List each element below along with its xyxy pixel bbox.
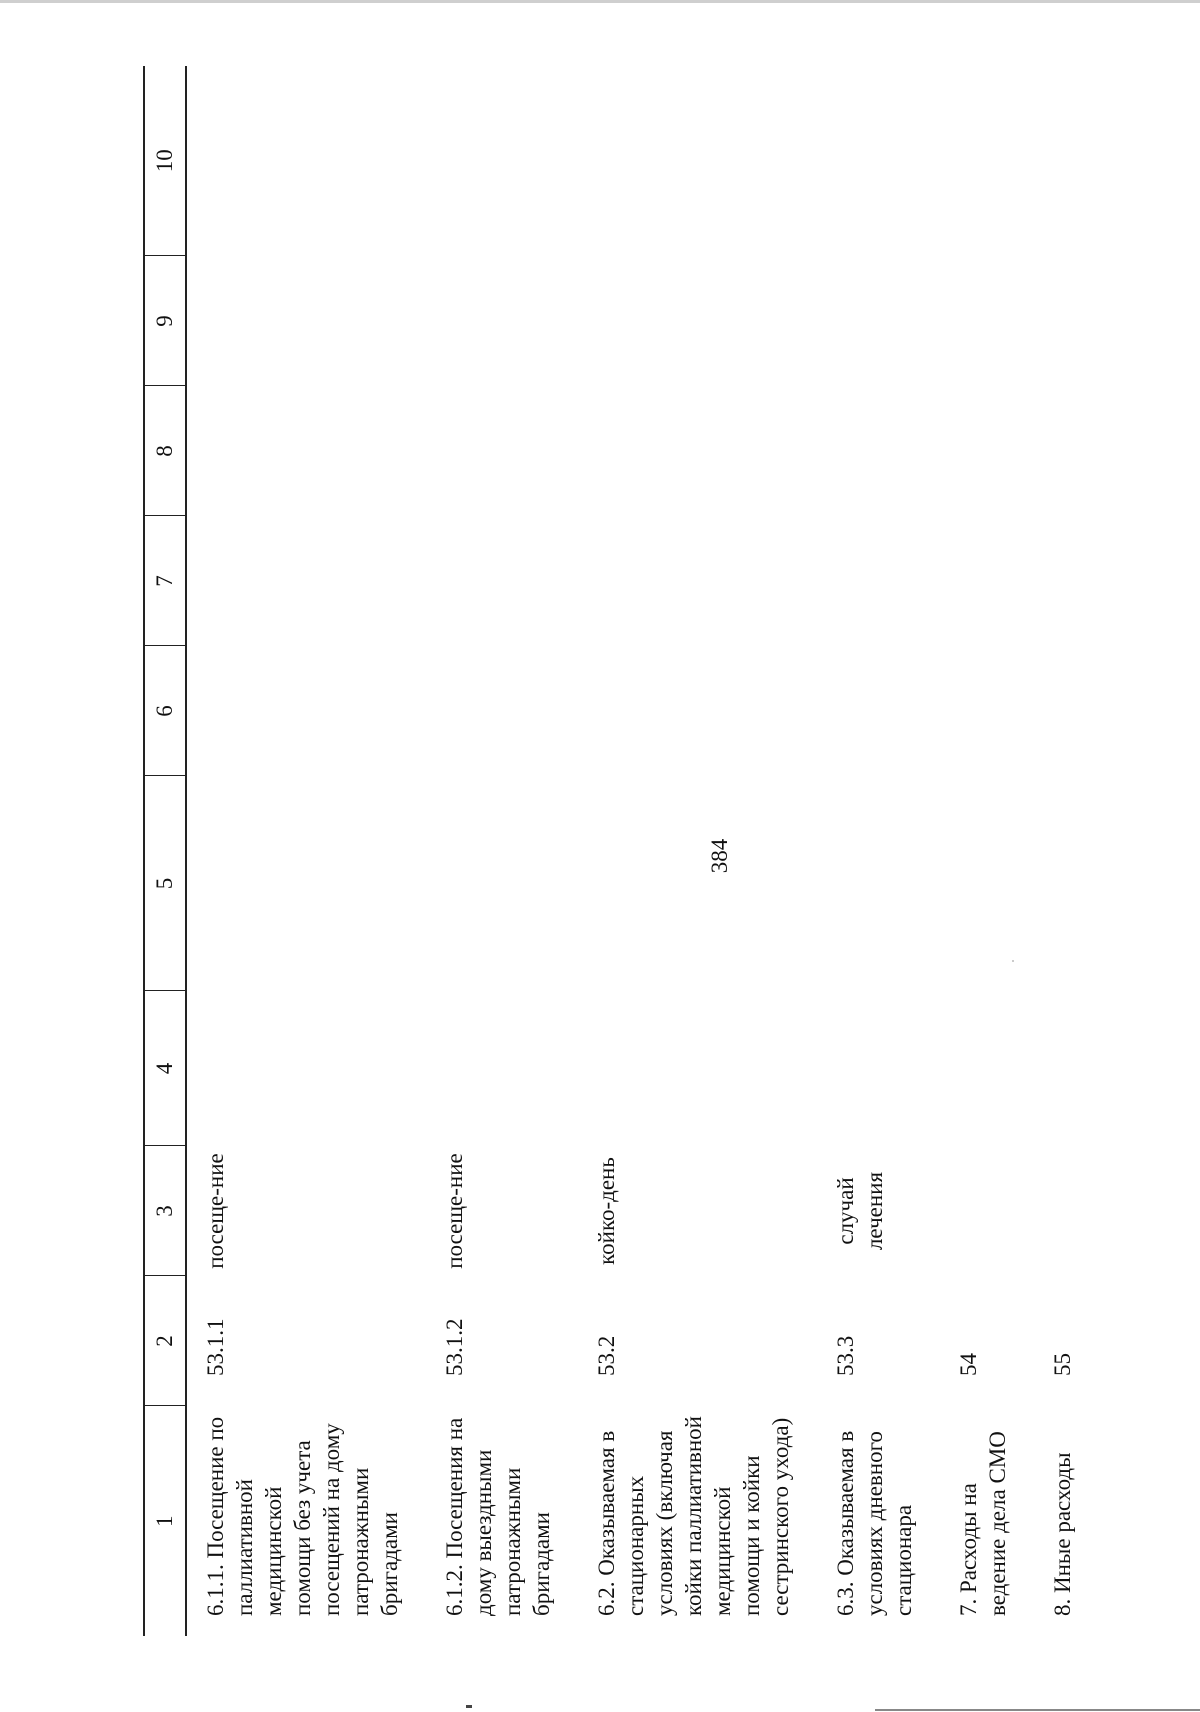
column-header: 2 [144,1276,186,1406]
row-code-cell: 53.1.1 [203,1318,228,1376]
column-header: 1 [144,1406,186,1636]
column-header: 5 [144,776,186,991]
scan-edge-line [875,1709,1200,1711]
rotated-table-sheet [143,66,1075,1636]
column-header: 4 [144,991,186,1146]
row-unit-cell: случай лечения [833,1171,887,1251]
table-row [1034,66,1077,1636]
scan-speck [1012,960,1014,962]
row-code-cell: 53.2 [594,1335,619,1376]
row-code-cell: 55 [1050,1353,1075,1376]
row-unit-cell: посеще-ние [442,1153,467,1269]
row-name-cell: 6.3. Оказываемая в условиях дневного стационара [833,1430,916,1616]
row-unit-cell [940,1146,1012,1276]
row-code-cell: 54 [956,1353,981,1376]
row-name-cell: 8. Иные расходы [1050,1452,1075,1616]
header-row [144,66,186,1636]
row-code-cell: 53.3 [833,1335,858,1376]
row-name-cell: 6.1.1. Посещение по паллиативной медицинской помощи без учета посещений на дому патронажными бригадами [203,1416,402,1616]
row-name-cell: 6.2. Оказываемая в стационарных условиях (включая койки паллиативной медицинской помощи и койки сестринского ухода) [594,1416,793,1616]
row-code-cell: 53.1.2 [442,1318,467,1376]
column-header: 8 [144,386,186,516]
column-header: 3 [144,1146,186,1276]
row-name-cell: 7. Расходы на ведение дела СМО [956,1431,1010,1616]
scan-speck [466,1705,472,1708]
table-row [426,66,556,1636]
table-row [186,66,404,1636]
column-header: 10 [144,66,186,256]
column-header: 6 [144,646,186,776]
data-table [143,66,1077,1636]
scan-edge-line [0,0,1200,3]
table-row [940,66,1012,1636]
table-row [578,66,795,1636]
column-header: 7 [144,516,186,646]
row-unit-cell: койко-день [594,1157,619,1265]
row-unit-cell: посеще-ние [203,1153,228,1269]
row-name-cell: 6.1.2. Посещения на дому выездными патронажными бригадами [442,1417,554,1616]
page-number: 384 [707,838,732,874]
column-header: 9 [144,256,186,386]
row-unit-cell [1034,1146,1077,1276]
table-row [817,66,918,1636]
